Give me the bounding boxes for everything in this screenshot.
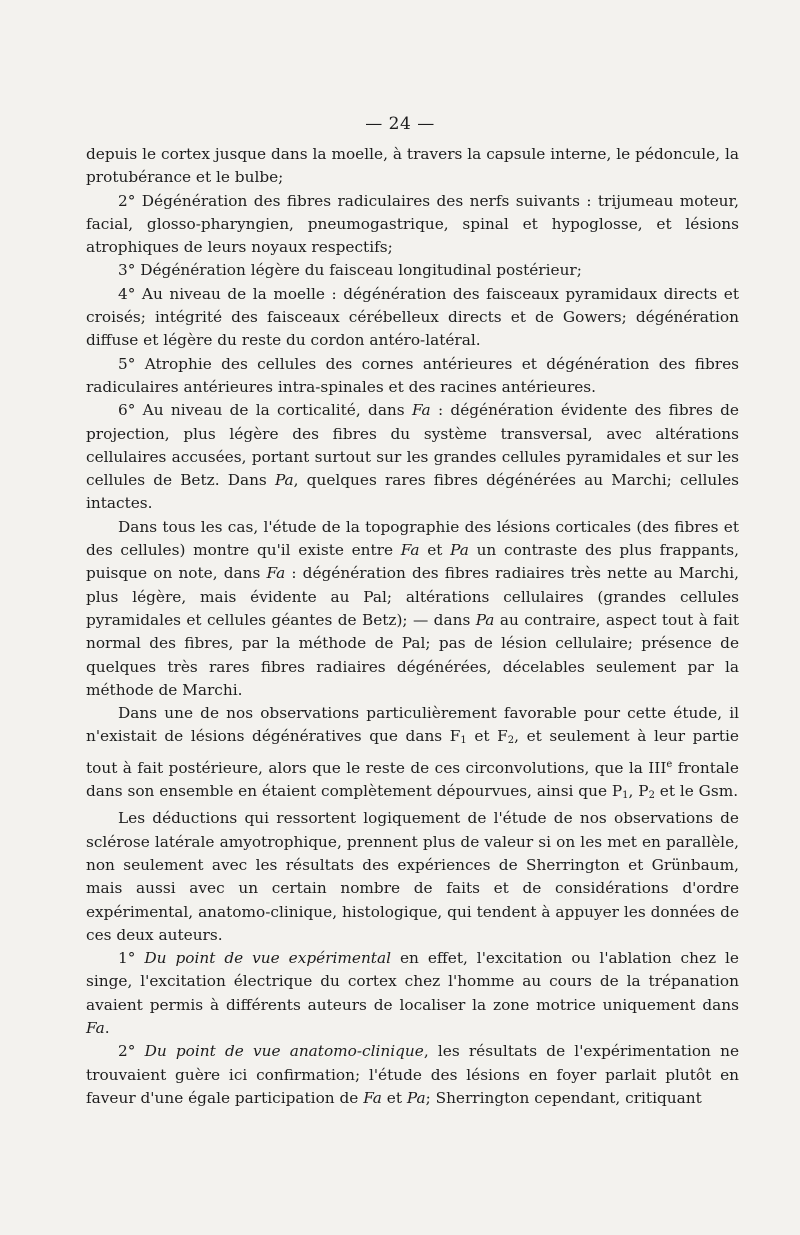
text-run: en effet, l'excitation ou l'ablation chez le singe, l'excitation électrique du cortex chez l'homme au cours de la trépanation avaient permis à différents auteurs de localiser la zone motrice uniquement dans [86, 949, 739, 1014]
text-run: frontale dans son ensemble en étaient complètement dépourvues, ainsi que P [86, 758, 739, 801]
paragraph [86, 353, 739, 400]
subscript: 1 [622, 790, 629, 802]
text-run: 2° [118, 1042, 145, 1061]
text-run: et F [466, 727, 508, 746]
italic-text: Du point de vue anatomo-clinique [144, 1042, 424, 1061]
italic-text: Du point de vue expérimental [144, 949, 391, 968]
text-run: et [419, 541, 451, 560]
text-run: , P [628, 782, 649, 801]
text-run: 6° Au niveau de la corticalité, dans [118, 401, 412, 420]
text-run: . [104, 1018, 110, 1037]
text-run: : dégénération évidente des fibres de projection, plus légère des fibres du système transversal, avec altérations cellulaires accusées, portant surtout sur les grandes cellules pyramidales et sur les cellules de Betz. Dans [86, 401, 739, 490]
text-run: Dans tous les cas, l'étude de la topographie des lésions corticales (des fibres et des cellules) montre qu'il existe entre [86, 517, 739, 560]
paragraph [86, 702, 739, 807]
paragraph [86, 807, 739, 947]
paragraph [86, 399, 739, 515]
superscript: e [666, 758, 673, 770]
italic-text: Pa [406, 1088, 426, 1107]
text-run: au contraire, aspect tout à fait normal des fibres, par la méthode de Pal; pas de lésion cellulaire; présence de quelques très rares fibres radiaires dégénérées, décelables seulement par la méthode de Marchi. [86, 610, 739, 699]
page-number: — 24 — [365, 114, 435, 134]
text-run: : dégénération des fibres radiaires très nette au Marchi, plus légère, mais évidente au Pal; altérations cellulaires (grandes cellules pyramidales et cellules géantes de Betz); — dans [86, 564, 739, 629]
text-run: 1° [118, 949, 145, 968]
italic-text: Fa [86, 1018, 105, 1037]
text-run: , quelques rares fibres dégénérées au Marchi; cellules intactes. [86, 471, 739, 513]
italic-text: Fa [411, 401, 431, 420]
paragraph [86, 190, 739, 260]
body-text [86, 143, 739, 1110]
text-run: , et seulement à leur partie tout à fait postérieure, alors que le reste de ces circonvolutions, que la III [86, 727, 739, 777]
text-run: 5° Atrophie des cellules des cornes antérieures et dégénération des fibres radiculaires antérieures intra-spinales et des racines antérieures. [86, 354, 739, 396]
italic-text: Pa [450, 541, 469, 560]
text-run: un contraste des plus frappants, puisque on note, dans [86, 541, 739, 583]
text-run: depuis le cortex jusque dans la moelle, à travers la capsule interne, le pédoncule, la protubérance et le bulbe; [86, 145, 739, 187]
paragraph [86, 143, 739, 190]
paragraph [86, 283, 739, 353]
paragraph [86, 1040, 739, 1110]
text-run: Les déductions qui ressortent logiquement de l'étude de nos observations de sclérose latérale amyotrophique, prennent plus de valeur si on les met en parallèle, non seulement avec les résultats des expériences de Sherrington et Grünbaum, mais aussi avec un certain nombre de faits et de considérations d'ordre expérimental, anatomo-clinique, histologique, qui tendent à appuyer les données de ces deux auteurs. [86, 809, 739, 944]
italic-text: Fa [266, 564, 286, 583]
text-run: 2° Dégénération des fibres radiculaires des nerfs suivants : trijumeau moteur, facial, glosso-pharyngien, pneumogastrique, spinal et hypoglosse, et lésions atrophiques de leurs noyaux respectifs; [86, 191, 739, 257]
paragraph [86, 259, 739, 282]
italic-text: Fa [363, 1088, 382, 1107]
subscript: 1 [460, 735, 467, 747]
text-run: , les résultats de l'expérimentation ne trouvaient guère ici confirmation; l'étude des lésions en foyer parlait plutôt en faveur d'une égale participation de [86, 1042, 739, 1107]
italic-text: Fa [400, 541, 420, 560]
paragraph [86, 947, 739, 1040]
text-run: ; Sherrington cependant, critiquant [425, 1088, 702, 1107]
italic-text: Pa [274, 471, 294, 490]
text-run: et [381, 1088, 407, 1107]
text-run: et le Gsm. [654, 782, 739, 801]
subscript: 2 [648, 790, 655, 802]
subscript: 2 [507, 735, 515, 747]
text-run: 3° Dégénération légère du faisceau longitudinal postérieur; [118, 261, 582, 280]
text-run: Dans une de nos observations particulièrement favorable pour cette étude, il n'existait de lésions dégénératives que dans F [86, 704, 739, 746]
text-run: 4° Au niveau de la moelle : dégénération des faisceaux pyramidaux directs et croisés; intégrité des faisceaux cérébelleux directs et de Gowers; dégénération diffuse et légère du reste du cordon antéro-latéral. [86, 284, 739, 350]
italic-text: Pa [475, 610, 495, 629]
paragraph [86, 516, 739, 702]
